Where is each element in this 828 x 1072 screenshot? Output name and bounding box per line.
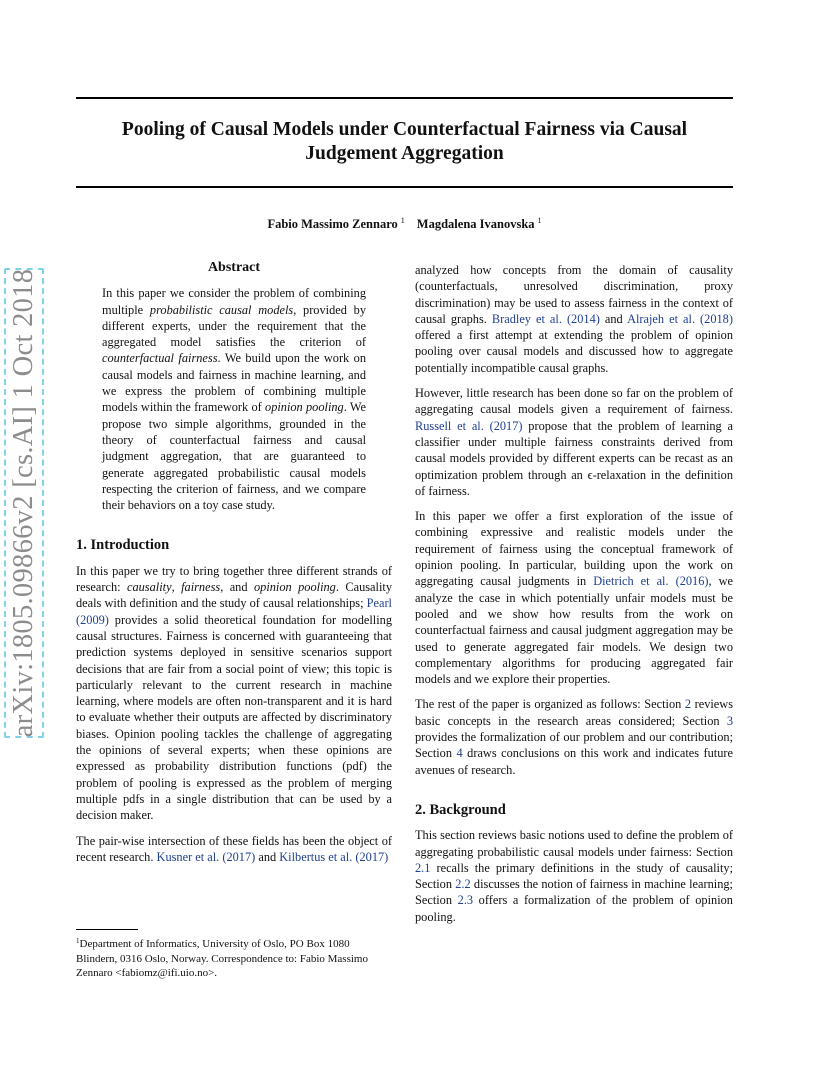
citation-link[interactable]: Bradley et al. (2014): [491, 311, 600, 326]
footnote-rule: [76, 929, 138, 930]
author-name: Fabio Massimo Zennaro: [267, 217, 398, 231]
section-ref-link[interactable]: 4: [456, 746, 463, 761]
left-column: [76, 260, 392, 874]
citation-link[interactable]: Dietrich et al. (2016): [593, 574, 709, 589]
paper-title: Pooling of Causal Models under Counterfactual Fairness via Causal Judgement Aggregation: [121, 119, 688, 164]
footnote: $^1$Department of Informatics, University of Oslo, PO Box 1080 Blindern, 0316 Oslo, Norway. Correspondence to: Fabio Massimo Zennaro <fabiomz@ifi.uio.no>.: [76, 937, 368, 979]
arxiv-stamp: [4, 268, 44, 738]
title-top-rule: [76, 97, 733, 99]
section-heading-introduction: 1. Introduction: [76, 537, 170, 554]
section-ref-link[interactable]: 2.1: [415, 860, 431, 875]
intro-paragraph-1: In this paper we try to bring together three different strands of research: causality, fairness, and opinion pooling. Causality deals with definition and the study of causal relationships; Pearl (2009) provides a solid theoretical foundation for modelling causal structures. Fairness is concerned with guaranteeing that prediction systems deployed in sensitive scenarios support decisions that are fair from a social point of view; this topic is particularly relevant to the current research in machine learning, where models are often non-transparent and it is hard to evaluate whether their outputs are affected by discriminatory biases. Opinion pooling tackles the challenge of aggregating the opinions of several experts; when these opinions are expressed as probability distribution functions (pdf) the problem of pooling is expressed as the problem of merging multiple pdfs in a single distribution that can be used by a decision maker.: [76, 563, 392, 823]
section-ref-link[interactable]: 2.3: [457, 893, 474, 908]
citation-link[interactable]: Russell et al. (2017): [415, 418, 523, 433]
author-list: [76, 216, 733, 232]
citation-link[interactable]: Alrajeh et al. (2018): [627, 311, 733, 326]
section-ref-link[interactable]: 2.2: [455, 877, 471, 892]
section-ref-link[interactable]: 2: [684, 697, 692, 712]
abstract-heading: Abstract: [207, 260, 261, 275]
right-column: [415, 262, 733, 934]
section-ref-link[interactable]: 3: [726, 713, 733, 728]
intro-paragraph-5: The rest of the paper is organized as follows: Section 2 reviews basic concepts in the research areas considered; Section 3 provides the formalization of our problem and our contribution; Section 4 draws conclusions on this work and indicates future avenues of research.: [415, 697, 733, 777]
abstract-paragraph: In this paper we consider the problem of combining multiple probabilistic causal models, provided by different experts, under the requirement that the aggregated model satisfies the criterion of counterfactual fairness. We build upon the work on causal models and fairness in machine learning, and we express the problem of combining multiple models within the framework of opinion pooling. We propose two simple algorithms, grounded in the theory of counterfactual fairness and causal judgment aggregation, that are guaranteed to generate aggregated probabilistic causal models respecting the criterion of fairness, and we compare their behaviors on a toy case study.: [102, 286, 367, 513]
intro-paragraph-2-continued: analyzed how concepts from the domain of causality (counterfactuals, unresolved discrimination, proxy discrimination) may be used to assess fairness in the context of causal graphs. Bradley et al. (2014) and Alrajeh et al. (2018) offered a first attempt at extending the problem of opinion pooling over causal models and discussed how to aggregate potentially incompatible causal graphs.: [415, 263, 733, 375]
intro-paragraph-4: In this paper we offer a first exploration of the issue of combining expressive and realistic models under the requirement of fairness using the conceptual framework of opinion pooling. In particular, building upon the work on aggregating causal judgments in Dietrich et al. (2016), we analyze the case in which potentially unfair models must be pooled and we show how results from the work on counterfactual fairness and causal judgment aggregation may be used to generate aggregated fair models. We design two complementary algorithms for producing aggregated fair models and we explore their properties.: [415, 509, 733, 687]
abstract-body: [102, 285, 366, 513]
citation-link[interactable]: Kilbertus et al. (2017): [279, 849, 389, 864]
arxiv-identifier: arXiv:1805.09866v2 [cs.AI] 1 Oct 2018: [8, 268, 39, 738]
citation-link[interactable]: Pearl (2009): [76, 596, 392, 627]
author-affiliation-mark: 1: [400, 216, 405, 225]
title-bottom-rule: [76, 186, 733, 188]
intro-paragraph-3: However, little research has been done so far on the problem of aggregating causal models given a requirement of fairness. Russell et al. (2017) propose that the problem of learning a classifier under multiple fairness constraints derived from causal models provided by different experts can be recast as an optimization problem through an ϵ-relaxation in the definition of fairness.: [415, 386, 733, 498]
author-name: Magdalena Ivanovska: [416, 217, 535, 231]
section-heading-background: 2. Background: [415, 801, 506, 818]
author-affiliation-mark: 1: [537, 216, 542, 225]
background-paragraph-1: This section reviews basic notions used to define the problem of aggregating probabilistic causal models under fairness: Section 2.1 recalls the primary definitions in the study of causality; Section 2.2 discusses the notion of fairness in machine learning; Section 2.3 offers a formalization of the problem of opinion pooling.: [415, 828, 733, 924]
intro-paragraph-2: The pair-wise intersection of these fields has been the object of recent research. Kusner et al. (2017) and Kilbertus et al. (2017): [76, 833, 392, 864]
citation-link[interactable]: Kusner et al. (2017): [156, 849, 256, 864]
